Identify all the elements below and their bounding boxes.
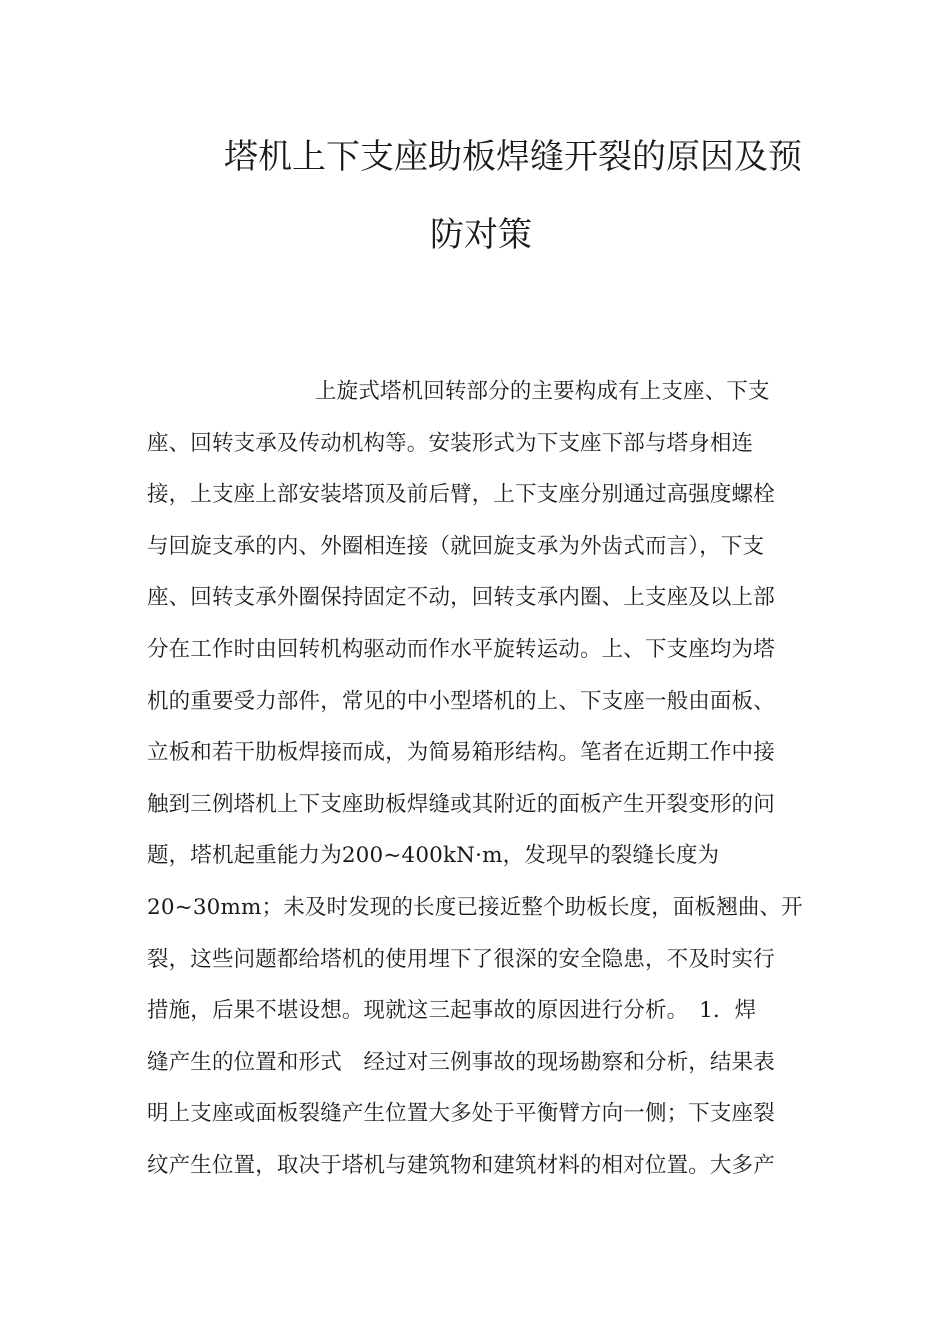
body-line: 上旋式塔机回转部分的主要构成有上支座、下支 [315,379,770,404]
body-line: 机的重要受力部件，常见的中小型塔机的上、下支座一般由面板、 [147,688,775,714]
title-line-1: 塔机上下支座助板焊缝开裂的原因及预 [224,137,802,177]
body-line: 题，塔机起重能力为200~400kN·m，发现早的裂缝长度为 [147,843,720,869]
body-line: 20~30mm；未及时发现的长度已接近整个助板长度，面板翘曲、开 [147,894,803,920]
body-text [147,366,807,1192]
body-line: 与回旋支承的内、外圈相连接（就回旋支承为外齿式而言），下支 [147,533,765,559]
body-line: 接，上支座上部安装塔顶及前后臂，上下支座分别通过高强度螺栓 [147,482,775,508]
body-line: 裂，这些问题都给塔机的使用埋下了很深的安全隐患，不及时实行 [147,946,775,972]
body-line: 缝产生的位置和形式 经过对三例事故的现场勘察和分析，结果表 [147,1049,775,1075]
body-line: 立板和若干肋板焊接而成，为简易箱形结构。笔者在近期工作中接 [147,740,775,766]
body-line: 明上支座或面板裂缝产生位置大多处于平衡臂方向一侧；下支座裂 [147,1101,775,1127]
document-title [224,118,804,274]
body-line: 分在工作时由回转机构驱动而作水平旋转运动。上、下支座均为塔 [147,636,775,662]
body-line: 触到三例塔机上下支座助板焊缝或其附近的面板产生开裂变形的问 [147,791,775,817]
body-line: 措施，后果不堪设想。现就这三起事故的原因进行分析。 1．焊 [147,998,757,1024]
body-line: 座、回转支承及传动机构等。安装形式为下支座下部与塔身相连 [147,430,754,456]
title-line-2: 防对策 [430,215,532,255]
body-line: 座、回转支承外圈保持固定不动，回转支承内圈、上支座及以上部 [147,585,775,611]
body-line: 纹产生位置，取决于塔机与建筑物和建筑材料的相对位置。大多产 [147,1152,775,1178]
